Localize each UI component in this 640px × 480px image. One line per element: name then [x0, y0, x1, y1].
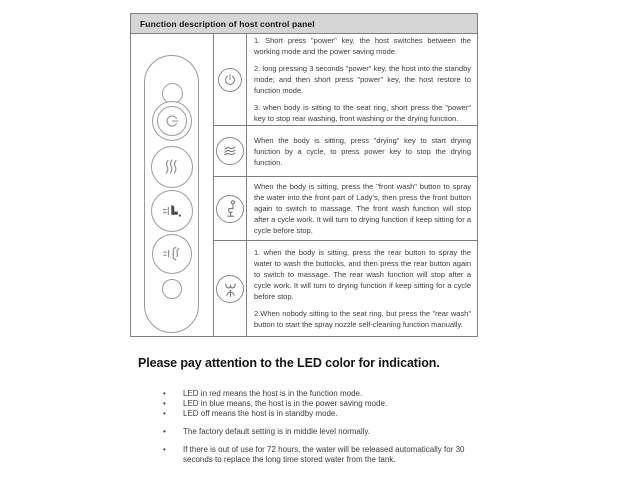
- drying-icon: [216, 137, 244, 165]
- remote-body-outline: [144, 55, 199, 333]
- function-table: [130, 13, 478, 337]
- drying-waves-icon: [160, 155, 184, 179]
- row-text: 1. when the body is sitting, press the rear button to spray the water to wash the buttocks, and then press the rear button again to switch to massage. The rear wash function will stop after a cycle work. It will turn to drying function if keep sitting for a cycle before stop.: [254, 248, 471, 301]
- table-row-power: [214, 34, 477, 126]
- row-text: When the body is sitting, press "drying" key to start drying function by a cycle, to press power key to stop the drying function.: [254, 135, 471, 167]
- note-text: The factory default setting is in middle level normally.: [183, 427, 371, 436]
- control-panel-drawing: [131, 34, 214, 336]
- notes-list: [163, 389, 465, 465]
- power-button: [152, 101, 192, 141]
- row-text: 1. Short press "power" key, the host switches between the working mode and the power saving mode.: [254, 36, 471, 56]
- row-text: 3. when body is sitting to the seat ring, short press the "power" key to stop rear washing, front washing or the drying function.: [254, 103, 471, 123]
- table-row-rear-wash: [214, 241, 477, 336]
- bullet-icon: •: [163, 427, 166, 436]
- row-text: When the body is sitting, press the "front wash" button to spray the water into the front part of Lady's, then press the front button again to switch to massage. The front wash function will stop after a cycle work. It will turn to drying function if keep sitting for a cycle before stop.: [254, 182, 471, 235]
- note-text: LED off means the host is in standby mode.: [183, 409, 338, 418]
- rear-wash-spray-icon: [160, 242, 184, 266]
- list-item: [163, 399, 465, 409]
- power-icon: [163, 112, 181, 130]
- front-wash-icon: [216, 195, 244, 223]
- note-text: LED in blue means, the host is in the power saving mode.: [183, 399, 388, 408]
- front-wash-button: [151, 190, 193, 232]
- power-icon: [218, 68, 242, 92]
- row-text: 2. long pressing 3 seconds "power" key, the host into the standby mode; and then short press "power" key, the host restore to function mode.: [254, 64, 471, 95]
- list-item: [163, 445, 465, 465]
- table-row-drying: [214, 126, 477, 177]
- power-button-ring: [157, 106, 187, 136]
- table-body: [131, 34, 477, 336]
- front-wash-seat-icon: [159, 198, 185, 224]
- list-item: [163, 389, 465, 399]
- bullet-icon: •: [163, 389, 166, 398]
- bullet-icon: •: [163, 399, 166, 408]
- list-item: [163, 409, 465, 419]
- description-rows: [214, 34, 477, 336]
- seat-sensor: [162, 279, 182, 299]
- bullet-icon: •: [163, 445, 166, 454]
- led-notice-heading: Please pay attention to the LED color for indication.: [138, 356, 440, 370]
- list-item: [163, 427, 465, 437]
- rear-wash-icon: [216, 275, 244, 303]
- row-text: 2.When nobody sitting to the seat ring, but press the "rear wash" button to start the spray nozzle self-cleaning function manually.: [254, 309, 471, 329]
- bullet-icon: •: [163, 409, 166, 418]
- rear-wash-button: [152, 234, 192, 274]
- note-text: LED in red means the host is in the function mode.: [183, 389, 363, 398]
- drying-button: [151, 146, 193, 188]
- table-row-front-wash: [214, 177, 477, 241]
- table-title: Function description of host control panel: [131, 14, 477, 34]
- note-text: If there is out of use for 72 hours, the water will be released automatically for 30 seconds to replace the long time stored water from the tank.: [183, 445, 465, 464]
